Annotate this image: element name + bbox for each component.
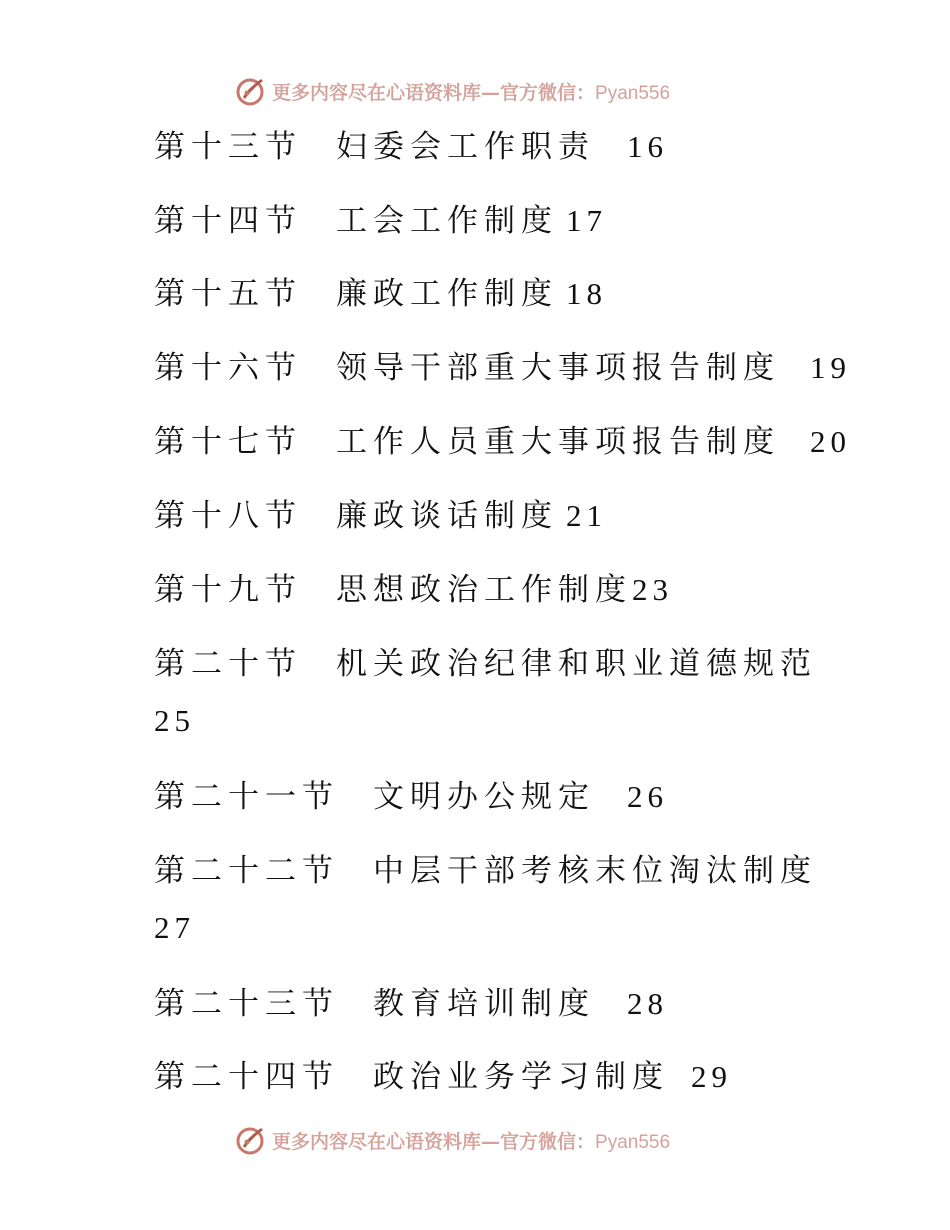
toc-section: 第十九节 — [154, 572, 302, 608]
toc-title: 廉政谈话制度 — [336, 498, 558, 534]
toc-page: 18 — [566, 276, 607, 311]
toc-page: 27 — [154, 910, 195, 945]
footer-watermark — [234, 1122, 670, 1158]
toc-entry — [154, 644, 817, 684]
toc-entry — [154, 984, 668, 1024]
toc-title: 机关政治纪律和职业道德规范 — [336, 646, 817, 682]
toc-page: 28 — [627, 986, 668, 1021]
toc-section: 第十三节 — [154, 129, 302, 165]
brush-logo-icon — [234, 1124, 266, 1156]
toc-section: 第二十三节 — [154, 986, 339, 1022]
toc-title: 妇委会工作职责 — [336, 129, 595, 165]
toc-section: 第十六节 — [154, 350, 302, 386]
toc-entry — [154, 570, 673, 610]
watermark-text: 更多内容尽在心语资料库—官方微信：Pyan556 — [272, 81, 671, 104]
toc-title: 政治业务学习制度 — [373, 1059, 669, 1095]
toc-page: 29 — [691, 1059, 732, 1094]
toc-section: 第十四节 — [154, 203, 302, 239]
toc-page: 26 — [627, 779, 668, 814]
toc-page: 17 — [566, 203, 607, 238]
toc-section: 第十八节 — [154, 498, 302, 534]
wechat-id: Pyan556 — [595, 82, 671, 104]
toc-page: 19 — [810, 350, 851, 385]
toc-section: 第二十二节 — [154, 853, 339, 889]
toc-page: 25 — [154, 703, 195, 738]
toc-section: 第二十四节 — [154, 1059, 339, 1095]
toc-title: 领导干部重大事项报告制度 — [336, 350, 780, 386]
toc-entry — [154, 1057, 732, 1097]
toc-page: 23 — [632, 572, 673, 607]
toc-section: 第十七节 — [154, 424, 302, 460]
toc-title: 工会工作制度 — [336, 203, 558, 239]
toc-section: 第十五节 — [154, 276, 302, 312]
brush-logo-icon — [234, 75, 266, 107]
toc-page: 20 — [810, 424, 851, 459]
toc-entry — [154, 348, 851, 388]
toc-page: 21 — [566, 498, 607, 533]
toc-entry — [154, 422, 851, 462]
toc-entry — [154, 274, 607, 314]
wechat-id: Pyan556 — [595, 1131, 671, 1153]
toc-entry — [154, 127, 668, 167]
toc-title: 思想政治工作制度 — [336, 572, 632, 608]
toc-title: 文明办公规定 — [373, 779, 595, 815]
toc-entry — [154, 201, 607, 241]
toc-title: 工作人员重大事项报告制度 — [336, 424, 780, 460]
toc-entry — [154, 496, 607, 536]
toc-section: 第二十节 — [154, 646, 302, 682]
toc-section: 第二十一节 — [154, 779, 339, 815]
header-watermark — [234, 73, 670, 109]
toc-title: 教育培训制度 — [373, 986, 595, 1022]
watermark-text: 更多内容尽在心语资料库—官方微信：Pyan556 — [272, 1130, 671, 1153]
toc-entry — [154, 851, 817, 891]
toc-title: 中层干部考核末位淘汰制度 — [373, 853, 817, 889]
toc-entry — [154, 777, 668, 817]
toc-page: 16 — [627, 129, 668, 164]
toc-title: 廉政工作制度 — [336, 276, 558, 312]
